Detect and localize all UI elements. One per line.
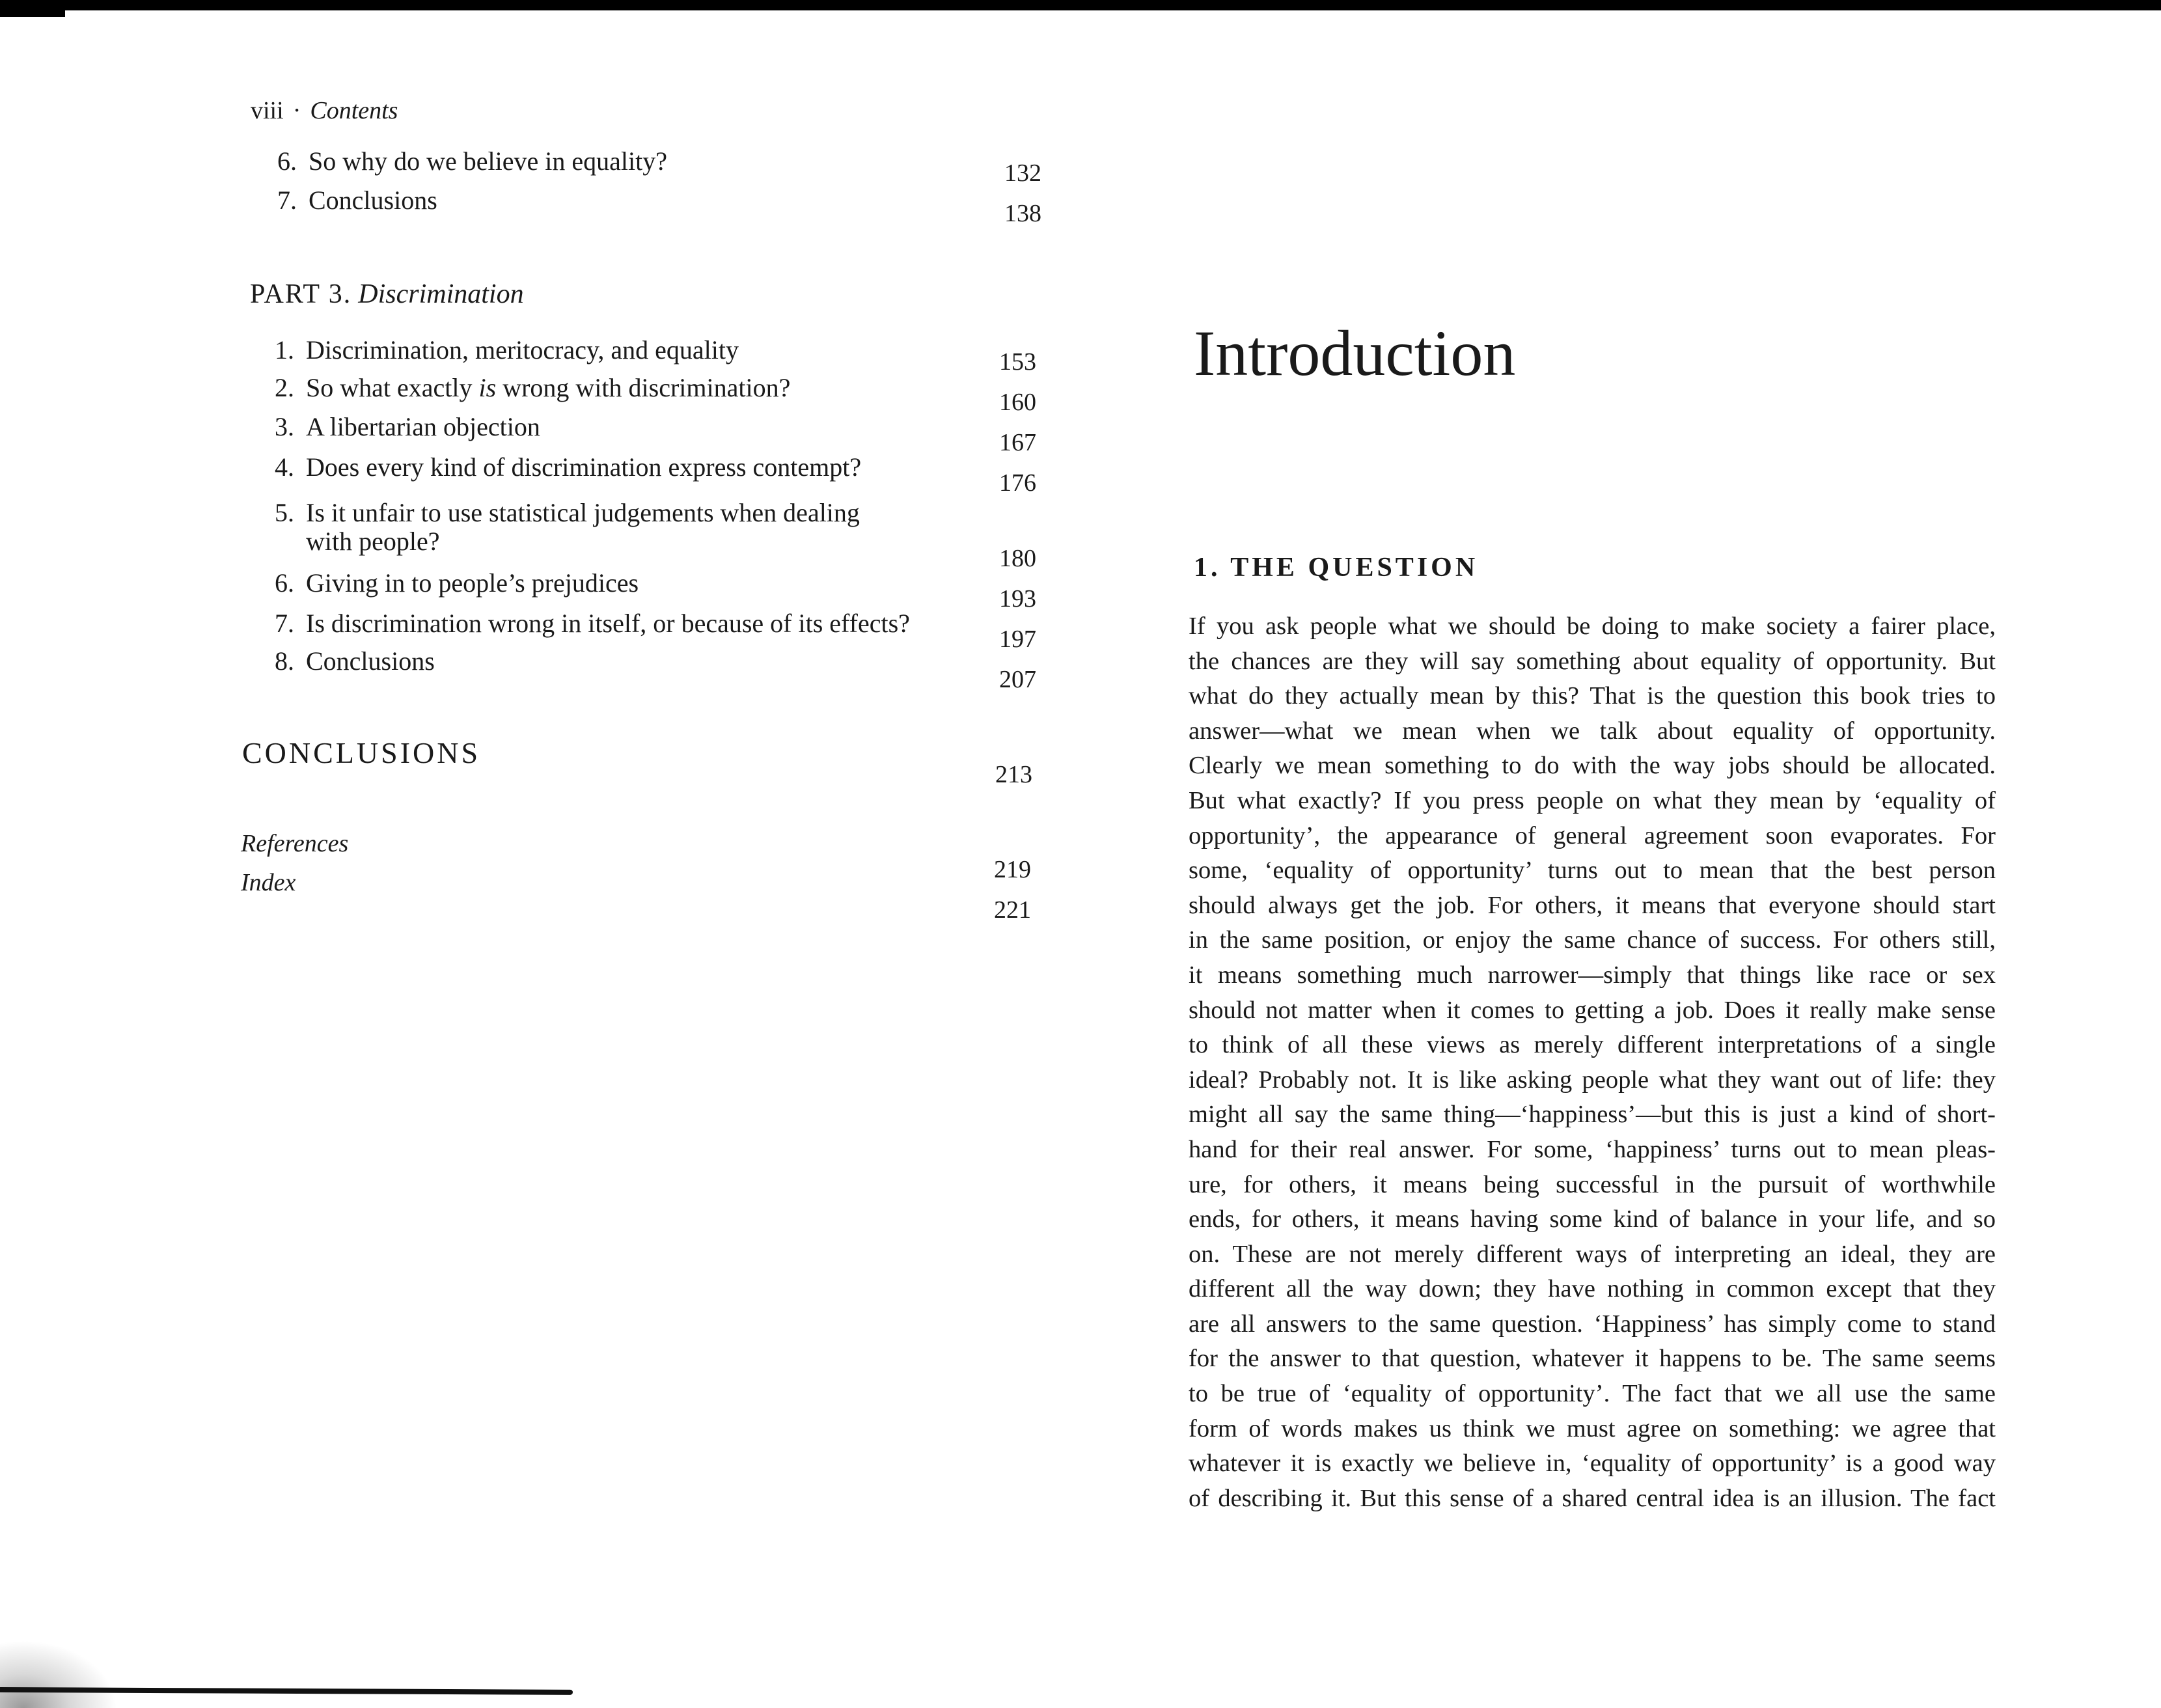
conclusions-heading[interactable]: CONCLUSIONS: [242, 736, 481, 769]
toc-entry-number: 6.: [277, 146, 297, 176]
chapter-title: Introduction: [1194, 317, 1516, 389]
toc-page-number: 153: [999, 348, 1036, 376]
body-text-line: to think of all these views as merely different interpretations of a single: [1189, 1031, 1996, 1059]
toc-page-number: 193: [999, 585, 1036, 613]
toc-entry-title: So why do we believe in equality?: [309, 146, 667, 176]
part-title: Discrimination: [358, 279, 524, 309]
body-text-line: Clearly we mean something to do with the way jobs should be allocated.: [1189, 752, 1996, 780]
toc-entry-number: 1.: [275, 335, 294, 365]
body-text-line: on. These are not merely different ways of interpreting an ideal, they are: [1189, 1240, 1996, 1268]
index-entry[interactable]: Index: [241, 869, 296, 896]
body-text-line: the chances are they will say something about equality of opportunity. But: [1189, 647, 1996, 675]
body-text-line: different all the way down; they have nothing in common except that they: [1189, 1275, 1996, 1303]
toc-entry-number: 3.: [275, 412, 294, 441]
body-text-line: to be true of ‘equality of opportunity’. The fact that we all use the same: [1189, 1380, 1996, 1408]
toc-entry-number: 5.: [275, 498, 294, 527]
toc-page-number: 176: [999, 469, 1036, 497]
toc-page-number: 213: [995, 761, 1032, 788]
contents-page: [0, 0, 1080, 1708]
toc-entry-number: 7.: [277, 186, 297, 215]
body-text-line: might all say the same thing—‘happiness’—but this is just a kind of short-: [1189, 1101, 1996, 1129]
body-text-line: should not matter when it comes to getting a job. Does it really make sense: [1189, 996, 1996, 1024]
toc-page-number: 221: [994, 896, 1031, 924]
toc-entry-title: Discrimination, meritocracy, and equality: [306, 335, 739, 365]
section-title: 1. THE QUESTION: [1194, 553, 1479, 583]
running-head-separator: ·: [292, 97, 301, 124]
toc-entry[interactable]: [263, 646, 435, 676]
body-text-line: If you ask people what we should be doing to make society a fairer place,: [1189, 613, 1996, 640]
running-head: [251, 96, 398, 125]
references-entry[interactable]: References: [241, 830, 349, 857]
toc-entry-title: Conclusions: [309, 186, 437, 215]
body-text-line: form of words makes us think we must agree on something: we agree that: [1189, 1414, 1996, 1442]
body-text-line: ure, for others, it means being successful in the pursuit of worthwhile: [1189, 1170, 1996, 1198]
toc-entry[interactable]: [263, 411, 540, 442]
toc-entry[interactable]: [263, 335, 739, 365]
toc-entry[interactable]: [266, 146, 667, 176]
body-text-line: ends, for others, it means having some kind of balance in your life, and so: [1189, 1205, 1996, 1233]
toc-entry-continuation[interactable]: [306, 526, 440, 557]
toc-entry-title: A libertarian objection: [306, 412, 540, 441]
toc-entry-title: Is discrimination wrong in itself, or because of its effects?: [306, 609, 910, 638]
toc-entry-title: Is it unfair to use statistical judgements when dealing: [306, 498, 860, 527]
toc-page-number: 197: [999, 626, 1036, 653]
toc-entry[interactable]: [263, 568, 639, 598]
toc-entry-title: Does every kind of discrimination express contempt?: [306, 452, 862, 482]
body-text-line: what do they actually mean by this? That is the question this book tries to: [1189, 682, 1996, 710]
toc-entry-number: 8.: [275, 646, 294, 676]
toc-page-number: 132: [1004, 159, 1041, 187]
toc-page-number: 160: [999, 389, 1036, 416]
toc-entry[interactable]: [266, 185, 437, 215]
toc-entry-title: with people?: [306, 527, 440, 556]
toc-page-number: 219: [994, 856, 1031, 883]
part-label: PART 3.: [250, 279, 352, 309]
toc-entry-number: 6.: [275, 568, 294, 598]
toc-entry-title: Conclusions: [306, 646, 435, 676]
body-text-line: should always get the job. For others, it means that everyone should start: [1189, 891, 1996, 919]
body-text-line: it means something much narrower—simply that things like race or sex: [1189, 961, 1996, 989]
toc-entry-title-emphasis: is: [478, 373, 497, 402]
body-text-line: are all answers to the same question. ‘Happiness’ has simply come to stand: [1189, 1310, 1996, 1338]
toc-entry[interactable]: [263, 452, 861, 482]
body-text-line: some, ‘equality of opportunity’ turns out to mean that the best person: [1189, 857, 1996, 885]
toc-entry-title: Giving in to people’s prejudices: [306, 568, 639, 598]
toc-entry[interactable]: [263, 608, 910, 639]
running-head-title: Contents: [310, 97, 398, 124]
body-text-line: in the same position, or enjoy the same chance of success. For others still,: [1189, 926, 1996, 954]
toc-entry-number: 7.: [275, 609, 294, 638]
body-text-line: whatever it is exactly we believe in, ‘equality of opportunity’ is a good way: [1189, 1450, 1996, 1478]
toc-entry-number: 4.: [275, 452, 294, 482]
body-text-line: opportunity’, the appearance of general agreement soon evaporates. For: [1189, 821, 1996, 849]
body-text-line: But what exactly? If you press people on what they mean by ‘equality of: [1189, 786, 1996, 814]
toc-page-number: 207: [999, 666, 1036, 693]
body-paragraph: [1189, 609, 1996, 1516]
body-text-line: of describing it. But this sense of a shared central idea is an illusion. The fact: [1189, 1484, 1996, 1512]
body-text-line: answer—what we mean when we talk about equality of opportunity.: [1189, 717, 1996, 745]
toc-entry-title-part: So what exactly: [306, 373, 479, 402]
toc-entry[interactable]: [263, 497, 860, 528]
folio: viii: [251, 97, 284, 124]
body-text-line: ideal? Probably not. It is like asking people what they want out of life: they: [1189, 1066, 1996, 1094]
toc-entry-number: 2.: [275, 373, 294, 402]
body-text-line: for the answer to that question, whatever it happens to be. The same seems: [1189, 1345, 1996, 1373]
toc-page-number: 138: [1004, 200, 1041, 227]
part-heading: [250, 279, 524, 310]
body-text-line: hand for their real answer. For some, ‘happiness’ turns out to mean pleas-: [1189, 1135, 1996, 1163]
toc-entry[interactable]: [263, 372, 790, 403]
toc-entry-title-part: wrong with discrimination?: [496, 373, 791, 402]
toc-page-number: 167: [999, 429, 1036, 456]
toc-page-number: 180: [999, 545, 1036, 572]
